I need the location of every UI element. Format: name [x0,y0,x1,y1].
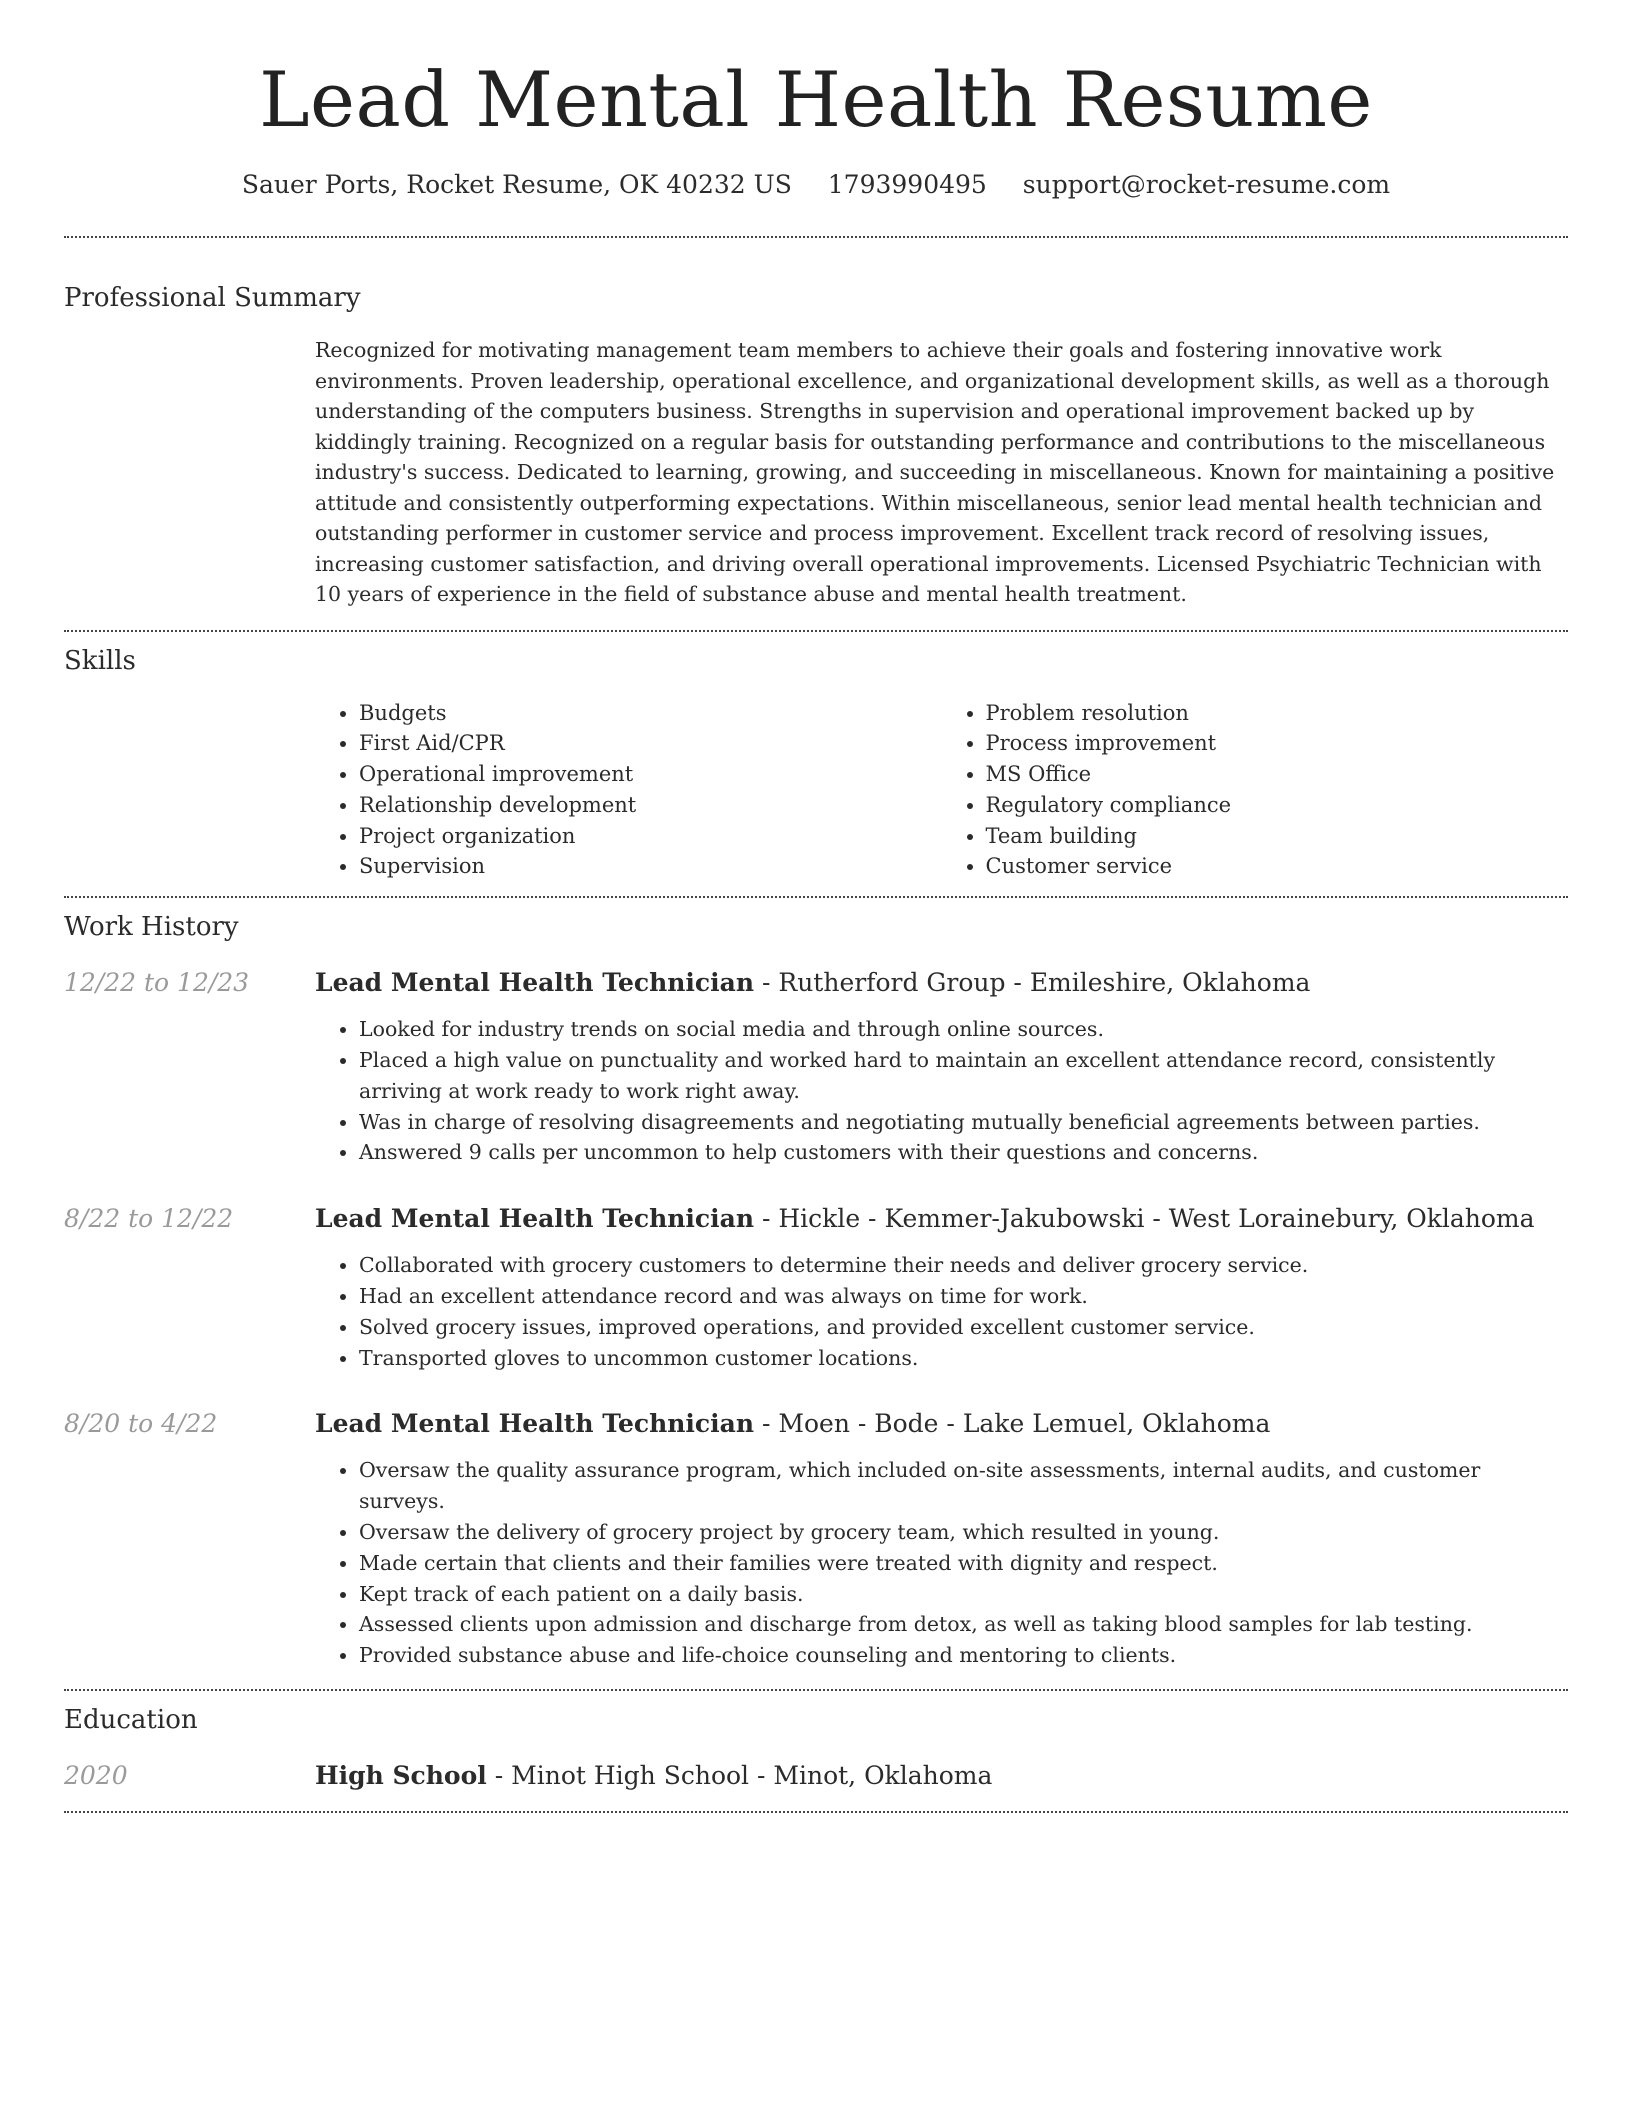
contact-line [64,168,1568,202]
resume-name: Lead Mental Health Resume [259,55,1373,144]
job-bullet: • Assessed clients upon admission and discharge from detox, as well as taking blood samples for lab testing. [359,1609,1568,1640]
skill-item: • Operational improvement [359,759,942,790]
skills-grid [315,698,1568,883]
contact-email: support@rocket-resume.com [1022,170,1391,199]
job-heading [315,1202,1568,1236]
job-bullet: • Kept track of each patient on a daily basis. [359,1579,1568,1610]
skill-item: • Customer service [986,851,1569,882]
job-heading [315,966,1568,1000]
skill-item: • MS Office [986,759,1569,790]
education-entry [64,1759,1568,1793]
resume-page [64,0,1568,1813]
summary-section [64,281,1568,610]
education-heading [315,1759,1568,1793]
skill-item: • First Aid/CPR [359,728,942,759]
job-bullet: • Provided substance abuse and life-choice counseling and mentoring to clients. [359,1640,1568,1671]
skill-item: • Regulatory compliance [986,790,1569,821]
contact-phone: 1793990495 [827,170,987,199]
education-year: 2020 [64,1761,128,1791]
skill-item: • Budgets [359,698,942,729]
contact-address: Sauer Ports, Rocket Resume, OK 40232 US [241,170,792,199]
job-employer: - Moen - Bode - Lake Lemuel, Oklahoma [754,1409,1271,1439]
job-bullet: • Collaborated with grocery customers to determine their needs and deliver grocery service. [359,1250,1568,1281]
job-bullet: • Had an excellent attendance record and was always on time for work. [359,1281,1568,1312]
skill-item: • Supervision [359,851,942,882]
skill-item: • Project organization [359,821,942,852]
skill-item: • Problem resolution [986,698,1569,729]
summary-text: Recognized for motivating management team members to achieve their goals and fostering innovative work environments. Proven leadership, operational excellence, and organizational development skills, as well as a thorough understanding of the computers business. Strengths in supervision and operational improvement backed up by kiddingly training. Recognized on a regular basis for outstanding performance and contributions to the miscellaneous industry's success. Dedicated to learning, growing, and succeeding in miscellaneous. Known for maintaining a positive attitude and consistently outperforming expectations. Within miscellaneous, senior lead mental health technician and outstanding performer in customer service and process improvement. Excellent track record of resolving issues, increasing customer satisfaction, and driving overall operational improvements. Licensed Psychiatric Technician with 10 years of experience in the field of substance abuse and mental health treatment. [315,338,1555,606]
job-bullet: • Answered 9 calls per uncommon to help customers with their questions and concerns. [359,1137,1568,1168]
job-title: Lead Mental Health Technician [315,1409,755,1439]
job-dates: 8/20 to 4/22 [64,1409,218,1439]
divider [64,1811,1568,1813]
job-bullet: • Transported gloves to uncommon customer locations. [359,1343,1568,1374]
divider [64,1689,1568,1691]
section-title-education: Education [64,1705,198,1736]
job-bullet: • Placed a high value on punctuality and worked hard to maintain an excellent attendance record, consistently arriving at work ready to work right away. [359,1045,1568,1107]
job-entry [64,966,1568,1168]
job-bullet: • Solved grocery issues, improved operations, and provided excellent customer service. [359,1312,1568,1343]
divider [64,630,1568,632]
divider [64,896,1568,898]
job-bullets [315,1250,1568,1373]
skill-item: • Relationship development [359,790,942,821]
job-bullet: • Made certain that clients and their families were treated with dignity and respect. [359,1548,1568,1579]
job-bullets [315,1455,1568,1671]
job-bullets [315,1014,1568,1168]
job-dates: 8/22 to 12/22 [64,1204,234,1234]
divider [64,236,1568,238]
section-title-summary: Professional Summary [64,283,361,313]
work-section [64,910,1568,1671]
job-bullet: • Oversaw the quality assurance program, which included on-site assessments, internal audits, and customer surveys. [359,1455,1568,1517]
job-employer: - Hickle - Kemmer-Jakubowski - West Lorainebury, Oklahoma [754,1204,1535,1234]
job-employer: - Rutherford Group - Emileshire, Oklahoma [754,968,1311,998]
education-section [64,1703,1568,1793]
section-title-skills: Skills [64,645,136,676]
skills-section [64,644,1568,883]
job-bullet: • Oversaw the delivery of grocery project by grocery team, which resulted in young. [359,1517,1568,1548]
job-heading [315,1407,1568,1441]
job-title: Lead Mental Health Technician [315,1204,755,1234]
job-bullet: • Looked for industry trends on social media and through online sources. [359,1014,1568,1045]
job-bullet: • Was in charge of resolving disagreements and negotiating mutually beneficial agreements between parties. [359,1107,1568,1138]
section-title-work: Work History [64,912,239,943]
skills-list-left [315,698,942,883]
education-degree: High School [315,1761,487,1791]
skills-list-right [942,698,1569,883]
job-entry [64,1407,1568,1671]
job-dates: 12/22 to 12/23 [64,968,250,998]
skill-item: • Team building [986,821,1569,852]
job-entry [64,1202,1568,1373]
skill-item: • Process improvement [986,728,1569,759]
job-title: Lead Mental Health Technician [315,968,755,998]
education-school: - Minot High School - Minot, Oklahoma [486,1761,993,1791]
summary-content [315,335,1568,610]
